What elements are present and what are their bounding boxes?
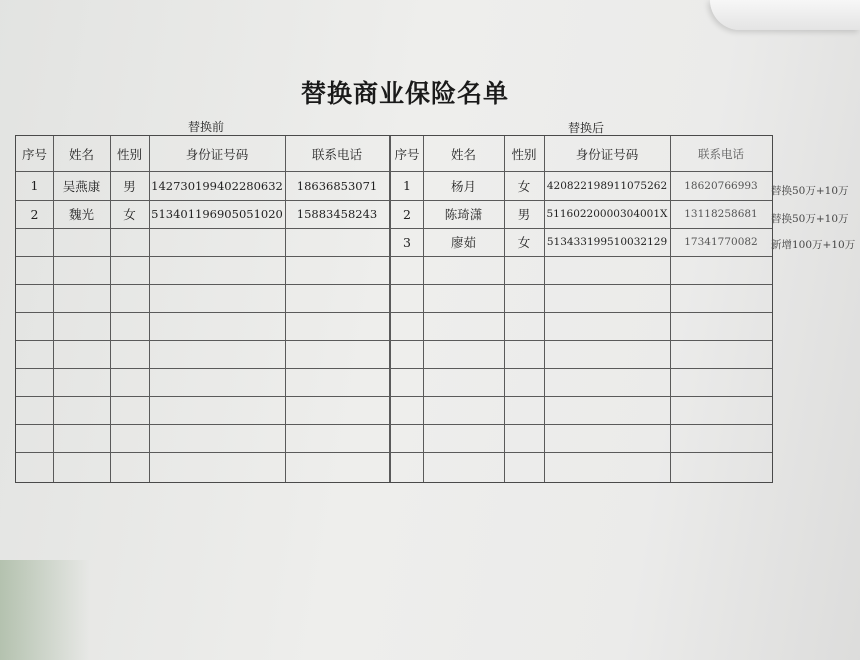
note-row-1: 替换50万+10万 bbox=[771, 185, 849, 197]
table-cell: 2 bbox=[403, 206, 411, 222]
header-phone: 联系电话 bbox=[311, 146, 362, 162]
table-cell: 3 bbox=[403, 234, 411, 250]
table-cell: 18620766993 bbox=[684, 179, 758, 192]
table-cell: 420822198911075262 bbox=[546, 179, 668, 192]
note-row-3: 新增100万+10万 bbox=[771, 239, 856, 251]
table-cell: 男 bbox=[517, 207, 531, 222]
header-name-after: 姓名 bbox=[450, 146, 476, 162]
table-cell: 1 bbox=[30, 178, 39, 193]
shadow-corner bbox=[0, 560, 90, 660]
table-cell: 13118258681 bbox=[684, 208, 758, 220]
table-cell: 17341770082 bbox=[684, 236, 758, 248]
section-label-before: 替换前 bbox=[188, 120, 225, 134]
table-cell: 1 bbox=[403, 178, 411, 193]
note-row-2: 替换50万+10万 bbox=[771, 213, 849, 225]
table-cell: 513433199510032129 bbox=[546, 236, 668, 248]
table-cell: 18636853071 bbox=[296, 178, 378, 193]
table-cell: 女 bbox=[517, 178, 531, 194]
paper-curl bbox=[710, 0, 860, 30]
table-cell: 女 bbox=[517, 235, 531, 250]
header-seq: 序号 bbox=[21, 146, 47, 162]
table-cell: 吴燕康 bbox=[62, 178, 101, 194]
header-gender: 性别 bbox=[116, 146, 142, 162]
table-cell: 142730199402280632 bbox=[151, 178, 283, 193]
roster-table bbox=[15, 135, 773, 483]
header-phone-after: 联系电话 bbox=[698, 146, 744, 161]
header-seq-after: 序号 bbox=[394, 146, 420, 162]
table-cell: 魏光 bbox=[68, 207, 94, 222]
header-name: 姓名 bbox=[68, 146, 94, 162]
table-cell: 陈琦潇 bbox=[444, 207, 483, 222]
page-title: 替换商业保险名单 bbox=[300, 79, 509, 108]
header-id-number: 身份证号码 bbox=[185, 146, 249, 162]
table-cell: 513401196905051020 bbox=[151, 207, 283, 221]
table-cell: 廖茹 bbox=[450, 235, 476, 250]
table-cell: 15883458243 bbox=[296, 207, 378, 221]
table-cell: 51160220000304001X bbox=[546, 208, 668, 220]
section-label-after: 替换后 bbox=[568, 121, 605, 135]
table-cell: 女 bbox=[123, 207, 136, 222]
header-id-number-after: 身份证号码 bbox=[575, 146, 639, 162]
table-cell: 男 bbox=[123, 178, 136, 194]
header-gender-after: 性别 bbox=[511, 146, 537, 162]
table-cell: 2 bbox=[30, 206, 39, 222]
table-cell: 杨月 bbox=[450, 178, 476, 194]
